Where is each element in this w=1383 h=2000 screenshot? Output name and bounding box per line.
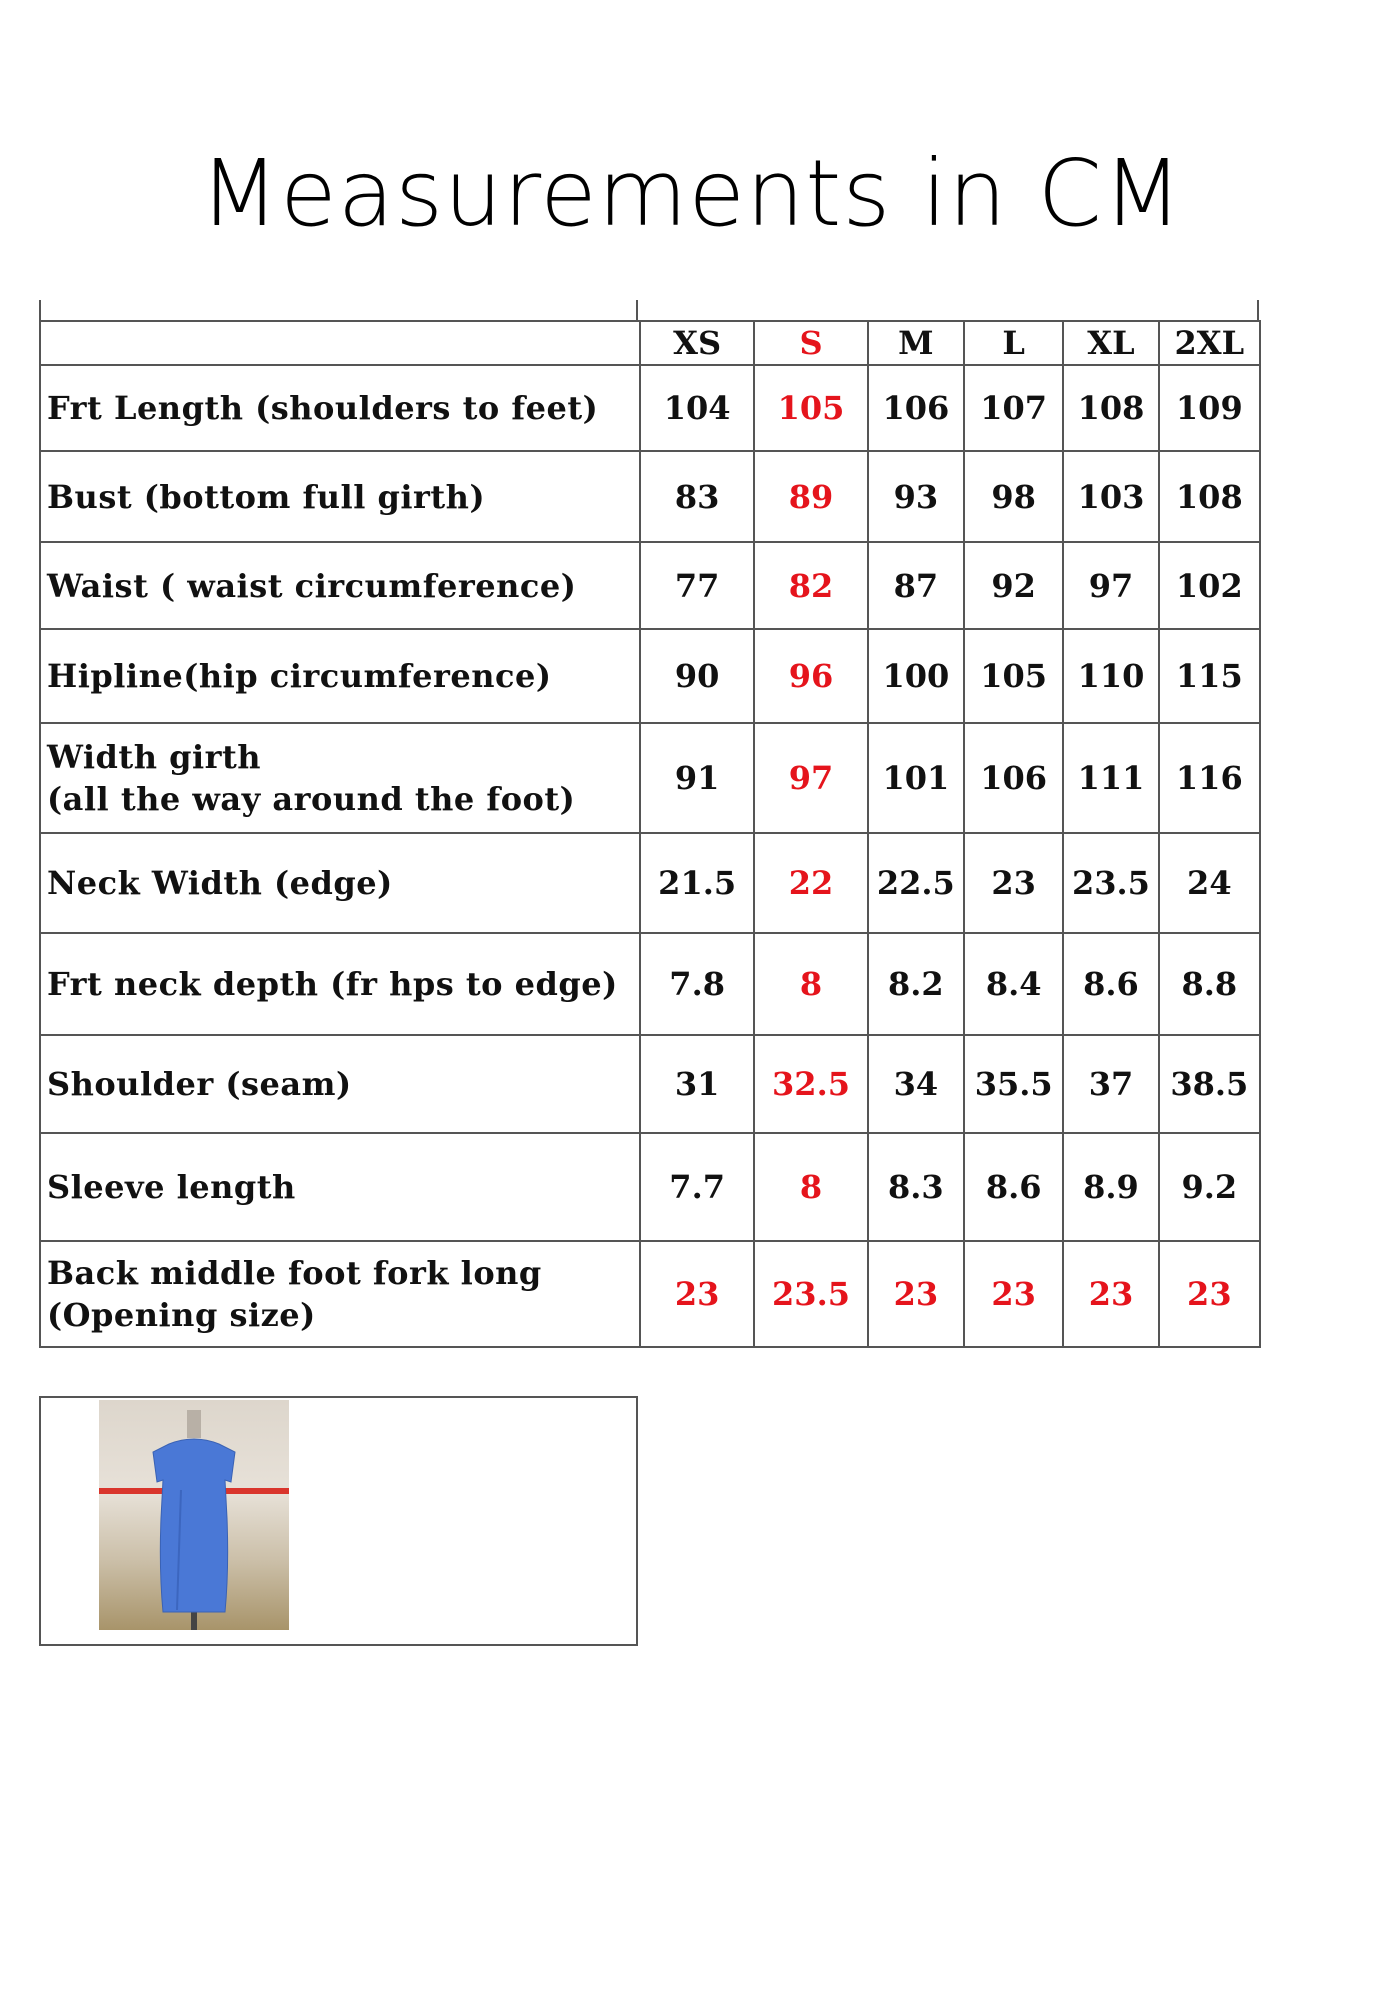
cell-xl: 110 [1063, 629, 1158, 723]
row-label: Frt neck depth (fr hps to edge) [40, 933, 640, 1035]
size-header-l: L [964, 321, 1063, 365]
size-header-m: M [868, 321, 964, 365]
mannequin-stand [191, 1610, 197, 1630]
product-photo-box [39, 1396, 638, 1646]
cell-m: 8.2 [868, 933, 964, 1035]
table-row [40, 1241, 1260, 1347]
cell-xl: 97 [1063, 542, 1158, 629]
cell-l: 8.6 [964, 1133, 1063, 1241]
cell-2xl: 116 [1159, 723, 1260, 833]
cell-m: 23 [868, 1241, 964, 1347]
row-label: Bust (bottom full girth) [40, 451, 640, 542]
row-label: Back middle foot fork long (Opening size) [40, 1241, 640, 1347]
cell-m: 100 [868, 629, 964, 723]
cell-s: 97 [754, 723, 867, 833]
table-row [40, 451, 1260, 542]
size-header-s: S [754, 321, 867, 365]
size-header-row [40, 321, 1260, 365]
table-row [40, 723, 1260, 833]
cell-xl: 8.6 [1063, 933, 1158, 1035]
table-row [40, 1133, 1260, 1241]
cell-2xl: 23 [1159, 1241, 1260, 1347]
cell-s: 8 [754, 1133, 867, 1241]
row-label: Shoulder (seam) [40, 1035, 640, 1133]
cell-xl: 108 [1063, 365, 1158, 451]
cell-l: 8.4 [964, 933, 1063, 1035]
cell-xs: 83 [640, 451, 754, 542]
cell-l: 107 [964, 365, 1063, 451]
size-header-xs: XS [640, 321, 754, 365]
size-header-2xl: 2XL [1159, 321, 1260, 365]
cell-l: 23 [964, 1241, 1063, 1347]
cell-xs: 104 [640, 365, 754, 451]
cell-2xl: 115 [1159, 629, 1260, 723]
cell-l: 35.5 [964, 1035, 1063, 1133]
cell-xl: 23 [1063, 1241, 1158, 1347]
cell-2xl: 9.2 [1159, 1133, 1260, 1241]
cell-2xl: 38.5 [1159, 1035, 1260, 1133]
row-label: Width girth (all the way around the foot) [40, 723, 640, 833]
table-row [40, 833, 1260, 933]
table-row [40, 629, 1260, 723]
cell-2xl: 102 [1159, 542, 1260, 629]
size-header-xl: XL [1063, 321, 1158, 365]
cell-2xl: 24 [1159, 833, 1260, 933]
cell-m: 106 [868, 365, 964, 451]
cell-s: 89 [754, 451, 867, 542]
cell-xs: 21.5 [640, 833, 754, 933]
cell-xs: 7.8 [640, 933, 754, 1035]
table-row [40, 1035, 1260, 1133]
blue-dress [153, 1439, 235, 1612]
cell-m: 22.5 [868, 833, 964, 933]
row-label: Neck Width (edge) [40, 833, 640, 933]
cell-m: 101 [868, 723, 964, 833]
dress-image [99, 1400, 289, 1630]
cell-2xl: 8.8 [1159, 933, 1260, 1035]
cell-xs: 90 [640, 629, 754, 723]
mannequin-neck [187, 1410, 201, 1438]
table-row [40, 542, 1260, 629]
page-title: Measurements in CM [199, 140, 1184, 247]
cell-2xl: 108 [1159, 451, 1260, 542]
cell-s: 32.5 [754, 1035, 867, 1133]
cell-xl: 103 [1063, 451, 1158, 542]
row-label: Frt Length (shoulders to feet) [40, 365, 640, 451]
cell-l: 105 [964, 629, 1063, 723]
cell-xs: 31 [640, 1035, 754, 1133]
cell-m: 8.3 [868, 1133, 964, 1241]
size-chart-table [39, 320, 1261, 1348]
cell-xs: 23 [640, 1241, 754, 1347]
cell-s: 8 [754, 933, 867, 1035]
cell-2xl: 109 [1159, 365, 1260, 451]
cell-l: 98 [964, 451, 1063, 542]
cell-m: 34 [868, 1035, 964, 1133]
row-label: Hipline(hip circumference) [40, 629, 640, 723]
cell-xs: 91 [640, 723, 754, 833]
cell-s: 22 [754, 833, 867, 933]
cell-xl: 8.9 [1063, 1133, 1158, 1241]
size-chart-frame [39, 300, 1259, 1346]
cell-l: 92 [964, 542, 1063, 629]
cell-xs: 77 [640, 542, 754, 629]
cell-xl: 37 [1063, 1035, 1158, 1133]
cell-xl: 111 [1063, 723, 1158, 833]
cell-s: 82 [754, 542, 867, 629]
header-empty-cell [40, 321, 640, 365]
cell-l: 23 [964, 833, 1063, 933]
row-label: Sleeve length [40, 1133, 640, 1241]
cell-s: 96 [754, 629, 867, 723]
cell-s: 105 [754, 365, 867, 451]
cell-m: 87 [868, 542, 964, 629]
table-row [40, 933, 1260, 1035]
cell-m: 93 [868, 451, 964, 542]
cell-xl: 23.5 [1063, 833, 1158, 933]
cell-l: 106 [964, 723, 1063, 833]
table-top-ticks [39, 300, 1259, 320]
table-row [40, 365, 1260, 451]
row-label: Waist ( waist circumference) [40, 542, 640, 629]
cell-s: 23.5 [754, 1241, 867, 1347]
product-photo [99, 1400, 289, 1630]
cell-xs: 7.7 [640, 1133, 754, 1241]
